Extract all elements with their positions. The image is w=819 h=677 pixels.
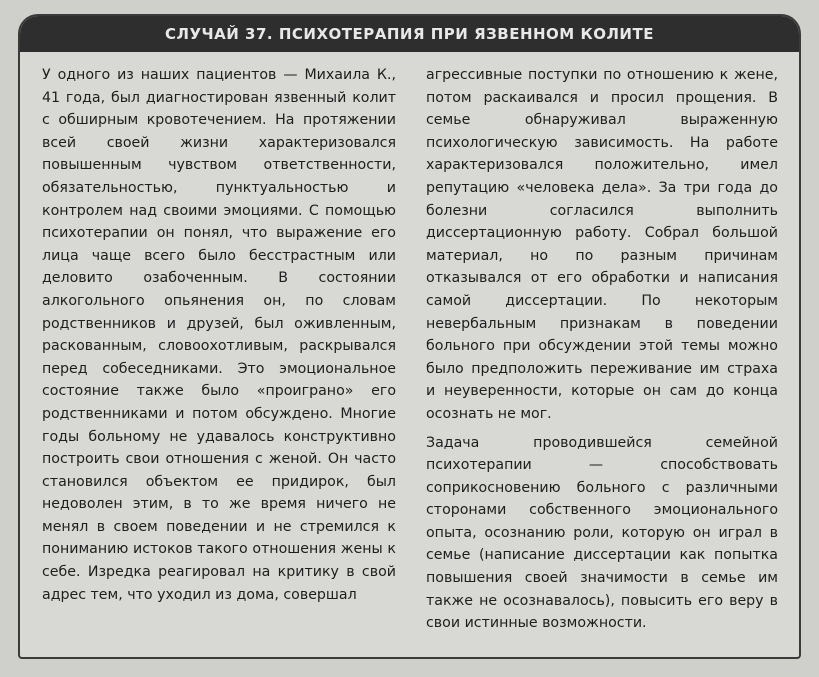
- right-paragraph-2: Задача проводившейся семейной психотерапии — способствовать соприкосновению больного с различными сторонами собственного эмоционального опыта, осознанию роли, которую он играл в семье (написание диссертации как попытка повышения своей значимости в семье им также не осознавалось), повысить его веру в свои истинные возможности.: [426, 434, 778, 632]
- right-paragraph-1: агрессивные поступки по отношению к жене, потом раскаивался и просил прощения. В семье обнаруживал выраженную психологическую зависимость. На работе характеризовался положительно, имел репутацию «человека дела». За три года до болезни согласился выполнить диссертационную работу. Собрал большой материал, но по разным причинам отказывался от его обработки и написания самой диссертации. По некоторым невербальным признакам в поведении больного при обсуждении этой темы можно было предположить переживание им страха и неуверенности, которые он сам до конца осознать не мог.: [426, 67, 778, 422]
- case-box: [18, 14, 801, 659]
- left-column: [42, 64, 396, 612]
- right-column: [426, 64, 778, 641]
- left-paragraph: У одного из наших пациентов — Михаила К., 41 года, был диагностирован язвенный колит с обширным кровотечением. На протяжении всей своей жизни характеризовался повышенным чувством ответственности, обязательностью, пунктуальностью и контролем над своими эмоциями. С помощью психотерапии он понял, что выражение его лица чаще всего было бесстрастным или деловито озабоченным. В состоянии алкогольного опьянения он, по словам родственников и друзей, был оживленным, раскованным, словоохотливым, раскрывался перед собеседниками. Это эмоциональное состояние также было «проиграно» его родственниками и потом обсуждено. Многие годы больному не удавалось конструктивно построить свои отношения с женой. Он часто становился объектом ее придирок, был недоволен этим, в то же время ничего не менял в своем поведении и не стремился к пониманию истоков такого отношения жены к себе. Изредка реагировал на критику в свой адрес тем, что уходил из дома, совершал: [42, 67, 396, 603]
- case-header: [20, 16, 799, 52]
- case-title: СЛУЧАЙ 37. ПСИХОТЕРАПИЯ ПРИ ЯЗВЕННОМ КОЛИТЕ: [165, 25, 654, 43]
